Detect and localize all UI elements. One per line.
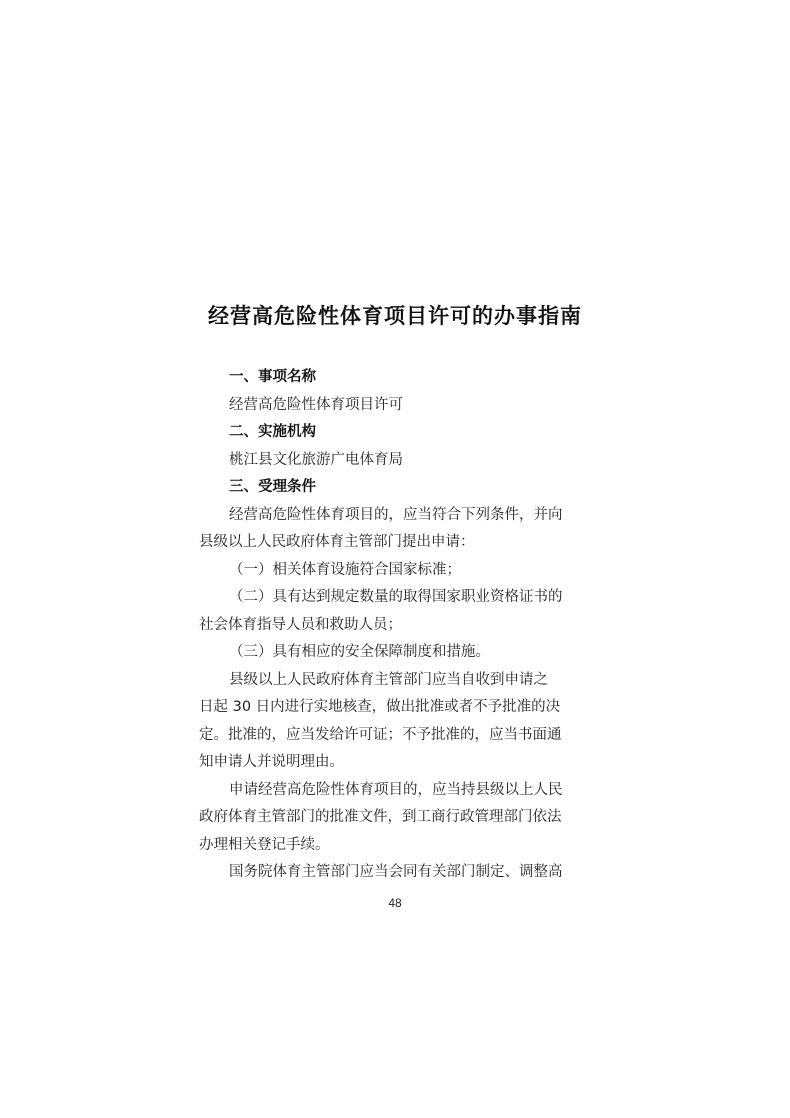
paragraph-line: 经营高危险性体育项目的，应当符合下列条件，并向 (229, 506, 563, 523)
paragraph-line: 知申请人并说明理由。 (199, 754, 344, 770)
paragraph-line: （二）具有达到规定数量的取得国家职业资格证书的 (229, 589, 563, 605)
paragraph-line: 国务院体育主管部门应当会同有关部门制定、调整高 (229, 864, 563, 880)
document-body (199, 364, 599, 887)
section-heading: 二、实施机构 (229, 424, 316, 440)
paragraph-line: 社会体育指导人员和救助人员； (199, 616, 402, 633)
paragraph-line: 日起 30 日内进行实地核查，做出批准或者不予批准的决 (199, 699, 561, 715)
paragraph-line: 政府体育主管部门的批准文件，到工商行政管理部门依法 (199, 809, 562, 825)
paragraph-line: 桃江县文化旅游广电体育局 (229, 451, 403, 468)
paragraph-line: 定。批准的，应当发给许可证；不予批准的，应当书面通 (199, 726, 562, 743)
paragraph-line: （三）具有相应的安全保障制度和措施。 (229, 644, 490, 660)
section-heading: 三、受理条件 (229, 479, 316, 495)
paragraph-line: 申请经营高危险性体育项目的，应当持县级以上人民 (229, 781, 563, 798)
paragraph-line: 办理相关登记手续。 (199, 836, 330, 853)
section-heading: 一、事项名称 (229, 369, 316, 385)
document-title: 经营高危险性体育项目许可的办事指南 (208, 303, 582, 328)
page-number: 48 (388, 896, 402, 910)
paragraph-line: 县级以上人民政府体育主管部门提出申请： (199, 534, 475, 550)
paragraph-line: 经营高危险性体育项目许可 (229, 396, 403, 413)
paragraph-line: （一）相关体育设施符合国家标准； (229, 561, 461, 578)
paragraph-line: 县级以上人民政府体育主管部门应当自收到申请之 (229, 671, 548, 688)
